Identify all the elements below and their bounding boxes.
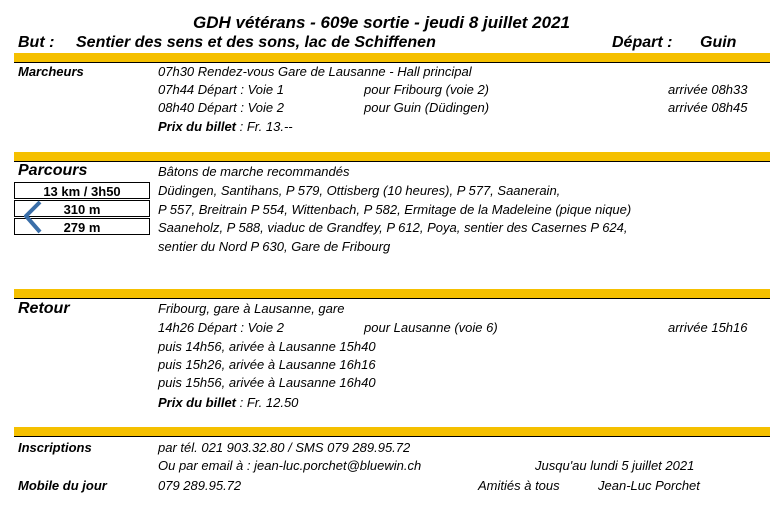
marcheurs-depart2: 08h40 Départ : Voie 2	[158, 100, 284, 115]
distance-duration-box: 13 km / 3h50	[14, 182, 150, 199]
section-line-marcheurs	[14, 62, 770, 63]
parcours-line5: sentier du Nord P 630, Gare de Fribourg	[158, 239, 391, 254]
retour-line5: puis 15h56, arivée à Lausanne 16h40	[158, 375, 376, 390]
section-line-inscriptions	[14, 436, 770, 437]
mobile-label: Mobile du jour	[18, 478, 107, 493]
depart-value: Guin	[700, 34, 737, 51]
marcheurs-arrival1: arrivée 08h33	[668, 82, 748, 97]
descent-box: 279 m	[14, 218, 150, 235]
retour-line3: puis 14h56, arivée à Lausanne 15h40	[158, 339, 376, 354]
section-bar-inscriptions	[14, 427, 770, 436]
retour-prix	[158, 395, 298, 410]
elevation-arrow-icon	[18, 198, 48, 238]
signature: Jean-Luc Porchet	[598, 478, 700, 493]
mobile-value: 079 289.95.72	[158, 478, 242, 493]
depart-label: Départ :	[612, 34, 673, 51]
parcours-line2: Düdingen, Santihans, P 579, Ottisberg (10 heures), P 577, Saanerain,	[158, 183, 561, 198]
marcheurs-prix-label: Prix du billet	[158, 119, 237, 134]
retour-label: Retour	[18, 300, 70, 317]
section-bar-retour	[14, 289, 770, 298]
retour-line1: Fribourg, gare à Lausanne, gare	[158, 301, 345, 316]
retour-prix-value: : Fr. 12.50	[239, 395, 299, 410]
document-title: GDH vétérans - 609e sortie - jeudi 8 juillet 2021	[193, 13, 570, 32]
marcheurs-arrival2: arrivée 08h45	[668, 100, 748, 115]
marcheurs-label: Marcheurs	[18, 64, 84, 79]
inscriptions-email: Ou par email à : jean-luc.porchet@bluewin.ch	[158, 458, 422, 473]
marcheurs-dest2: pour Guin (Düdingen)	[364, 100, 490, 115]
parcours-line3: P 557, Breitrain P 554, Wittenbach, P 582, Ermitage de la Madeleine (pique nique)	[158, 202, 632, 217]
parcours-line1: Bâtons de marche recommandés	[158, 164, 350, 179]
section-bar-marcheurs	[14, 53, 770, 62]
marcheurs-line1: 07h30 Rendez-vous Gare de Lausanne - Hall principal	[158, 64, 472, 79]
section-bar-parcours	[14, 152, 770, 161]
inscriptions-phone: par tél. 021 903.32.80 / SMS 079 289.95.72	[158, 440, 411, 455]
retour-arrival: arrivée 15h16	[668, 320, 748, 335]
ascent-box: 310 m	[14, 200, 150, 217]
but-value: Sentier des sens et des sons, lac de Schiffenen	[76, 34, 436, 51]
inscriptions-label: Inscriptions	[18, 440, 92, 455]
retour-line4: puis 15h26, arivée à Lausanne 16h16	[158, 357, 376, 372]
parcours-line4: Saaneholz, P 588, viaduc de Grandfey, P 612, Poya, sentier des Casernes P 624,	[158, 220, 628, 235]
retour-dest: pour Lausanne (voie 6)	[364, 320, 498, 335]
marcheurs-prix-value: : Fr. 13.--	[239, 119, 293, 134]
inscriptions-deadline: Jusqu'au lundi 5 juillet 2021	[535, 458, 695, 473]
retour-depart: 14h26 Départ : Voie 2	[158, 320, 284, 335]
marcheurs-depart1: 07h44 Départ : Voie 1	[158, 82, 284, 97]
but-label: But :	[18, 34, 55, 51]
section-line-retour	[14, 298, 770, 299]
section-line-parcours	[14, 161, 770, 162]
marcheurs-prix	[158, 119, 293, 134]
greeting: Amitiés à tous	[478, 478, 560, 493]
retour-prix-label: Prix du billet	[158, 395, 237, 410]
marcheurs-dest1: pour Fribourg (voie 2)	[364, 82, 489, 97]
parcours-label: Parcours	[18, 162, 88, 179]
